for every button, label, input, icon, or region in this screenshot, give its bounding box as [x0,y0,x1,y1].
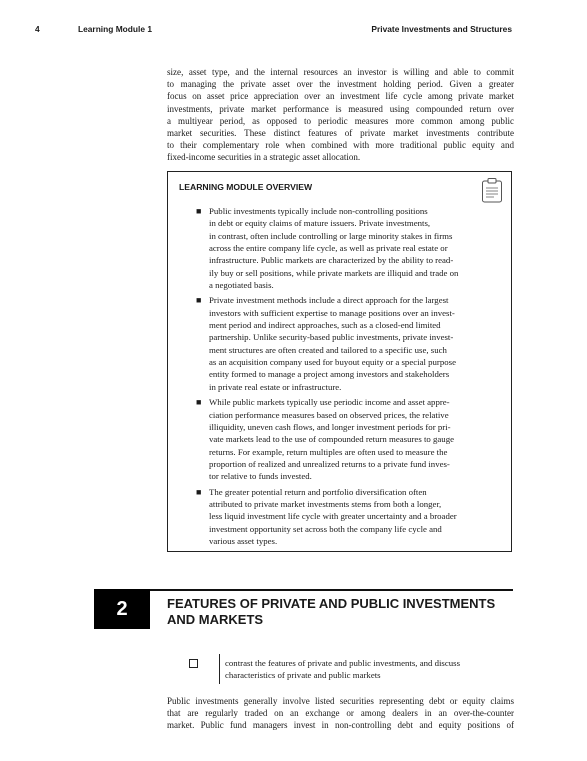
text-line: ment structures are often created and tailored to a specific use, such [209,344,447,355]
text-line: market. Public fund managers invest in non-controlling debt and equity positions of [167,720,514,731]
overview-bullet-list [195,205,503,550]
section-rule [150,589,513,591]
text-line: size, asset type, and the internal resources an investor is willing and able to commit [167,67,514,77]
text-line: to managing the private asset over the investment holding period. Given a greater [167,79,514,90]
text-line: illiquidity, uneven cash flows, and longer investment periods for pri- [209,421,451,432]
text-line: as an acquisition company used for buyout equity or a special purpose [209,357,456,368]
text-line: entity formed to manage a project among investors and stakeholders [209,369,450,380]
text-line: across the entire company life cycle, as well as private real estate or [209,243,448,254]
module-label: Learning Module 1 [78,24,152,34]
text-line: partnership. Unlike security-based public investments, private invest- [209,332,454,343]
notepad-icon [481,177,503,203]
overview-bullet-item [195,396,503,482]
text-line: fixed-income securities in a strategic asset allocation. [167,152,361,163]
learning-module-overview-box [167,171,512,552]
overview-bullet-item [195,205,503,291]
text-line: Public investments typically include non-controlling positions [209,206,428,216]
overview-bullet-item [195,486,503,548]
text-line: attributed to private market investments stems from both a longer, [209,498,442,509]
learning-outcome-checkbox[interactable] [189,659,198,668]
page-number: 4 [35,24,40,34]
text-line: in debt or equity claims of mature issuers. Private investments, [209,218,431,229]
text-line: ily buy or sell positions, while private markets are illiquid and trade on [209,267,459,278]
learning-outcome-divider [219,654,220,684]
bullet-marker: ■ [196,397,202,408]
intro-paragraph [167,66,514,164]
text-line: infrastructure. Public markets are characterized by the ability to read- [209,255,454,266]
text-line: returns. For example, return multiples are often used to measure the [209,446,448,457]
text-line: in private real estate or infrastructure. [209,381,342,392]
text-line: a negotiated basis. [209,280,274,291]
section-title-line: FEATURES OF PRIVATE AND PUBLIC INVESTMENTS [167,596,496,611]
text-line: While public markets typically use periodic income and asset appre- [209,397,450,408]
text-line: Private investment methods include a direct approach for the largest [209,295,449,306]
overview-title: LEARNING MODULE OVERVIEW [179,182,313,192]
text-line: various asset types. [209,535,278,546]
text-line: vate markets lead to the use of compounded return measures to gauge [209,434,455,445]
text-line: investment opportunity set across both the company life cycle and [209,523,442,534]
text-line: proportion of realized and unrealized returns to a private fund inves- [209,458,450,469]
bullet-marker: ■ [196,206,202,216]
text-line: in contrast, often include controlling or large minority stakes in firms [209,230,453,241]
text-line: tor relative to funds invested. [209,471,312,482]
text-line: that are regularly traded on an exchange or among dealers in an over-the-counter [167,708,514,719]
bullet-marker: ■ [196,486,202,497]
running-header [0,24,587,38]
text-line: market securities. These distinct features of private market investments contribute [167,128,514,139]
text-line: The greater potential return and portfolio diversification often [209,486,427,497]
learning-outcome-text [225,657,460,682]
text-line: investors with sufficient expertise to manage positions over an invest- [209,307,455,318]
text-line: a multiyear period, as opposed to periodic measures more common among public [167,115,514,126]
text-line: investments, private market performance is measured using compounded return over [167,103,514,114]
text-line: focus on asset price appreciation over an investment life cycle among private market [167,91,514,102]
text-line: characteristics of private and public markets [225,670,381,681]
text-line: ment period and indirect approaches, such as a closed-end limited [209,320,441,331]
text-line: less liquid investment life cycle with greater uncertainty and a broader [209,511,457,522]
text-line: to their complementary role when combined with more traditional public equity and [167,140,514,151]
closing-paragraph [167,695,514,732]
bullet-marker: ■ [196,295,202,306]
chapter-title: Private Investments and Structures [371,24,512,34]
section-number: 2 [94,589,150,629]
text-line: contrast the features of private and public investments, and discuss [225,658,461,668]
section-title-line: AND MARKETS [167,612,264,627]
text-line: Public investments generally involve listed securities representing debt or equity claims [167,696,514,706]
text-line: ciation performance measures based on observed prices, the relative [209,409,449,420]
overview-bullet-item [195,294,503,393]
section-title [167,596,495,628]
